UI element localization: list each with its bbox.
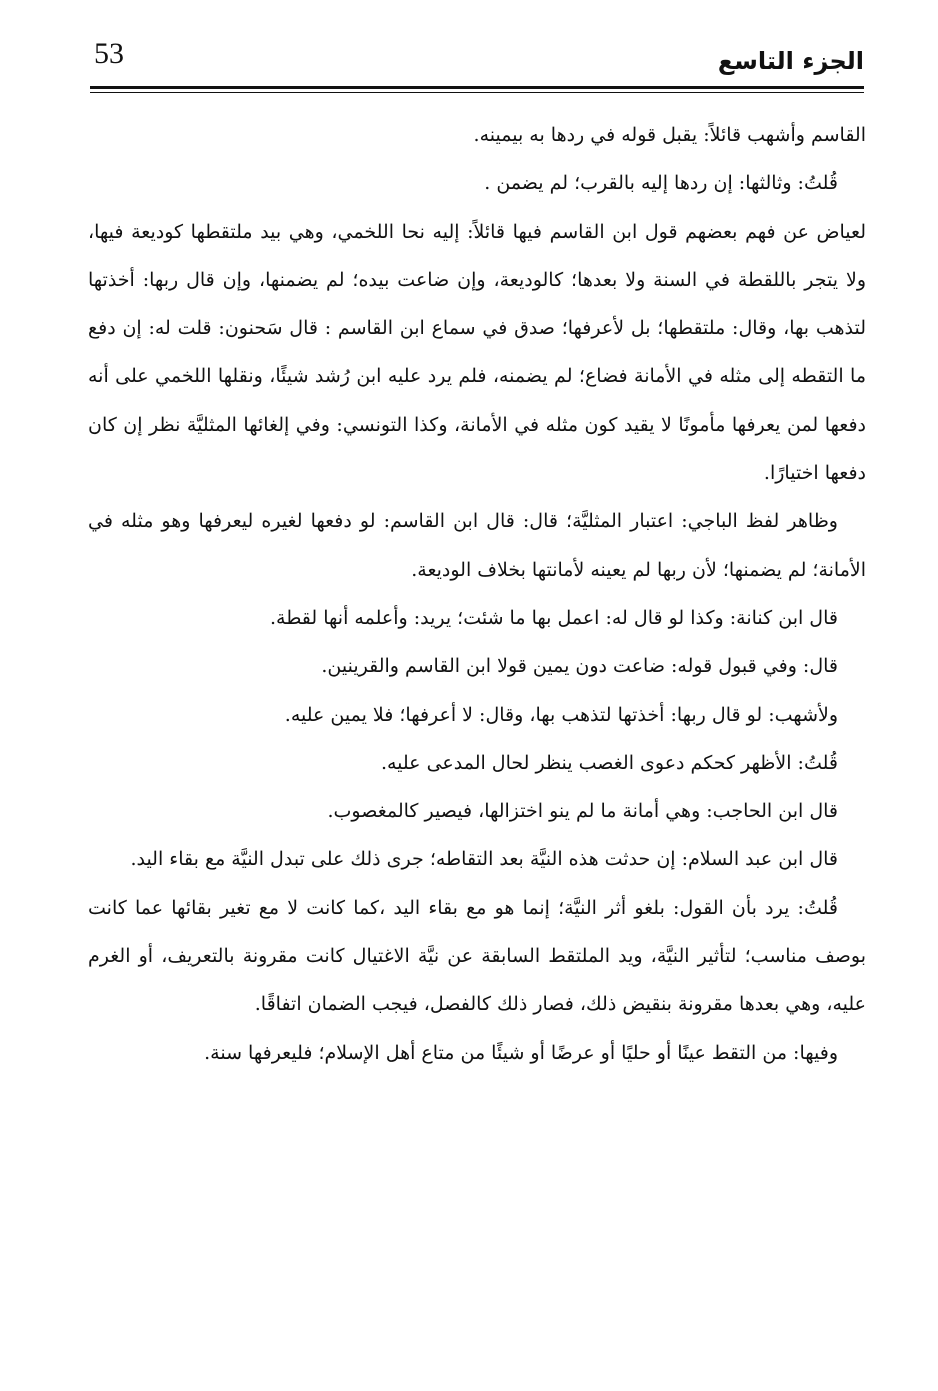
- paragraph: قُلتُ: الأظهر كحكم دعوى الغصب ينظر لحال المدعى عليه.: [380, 751, 838, 774]
- header-rule-thin: [90, 92, 864, 93]
- paragraph: قال ابن عبد السلام: إن حدثت هذه النيَّة بعد التقاطه؛ جرى ذلك على تبدل النيَّة مع بقاء اليد.: [130, 848, 838, 871]
- paragraph: وظاهر لفظ الباجي: اعتبار المثليَّة؛ قال: قال ابن القاسم: لو دفعها لغيره ليعرفها وهو مثله في الأمانة؛ لم يضمنها؛ لأن ربها لم يعينه لأمانتها بخلاف الوديعة.: [88, 510, 866, 581]
- paragraph: ولأشهب: لو قال ربها: أخذتها لتذهب بها، وقال: لا أعرفها؛ فلا يمين عليه.: [284, 703, 838, 726]
- paragraph: القاسم وأشهب قائلاً: يقبل قوله في ردها به بيمينه.: [473, 124, 866, 146]
- paragraph: لعياض عن فهم بعضهم قول ابن القاسم فيها قائلاً: إليه نحا اللخمي، وهي بيد ملتقطها كوديعة فيها، ولا يتجر باللقطة في السنة ولا بعدها؛ كالوديعة، وإن ضاعت بيده؛ لم يضمنها، وإن قال ربها: أخذتها لتذهب بها، وقال: ملتقطها؛ بل لأعرفها؛ صدق في سماع ابن القاسم : قال سَحنون: قلت له: إن دفع ما التقطه إلى مثله في الأمانة فضاع؛ لم يضمنه، فلم يرد عليه ابن رُشد شيئًا، ونقلها اللخمي على أنه دفعها لمن يعرفها مأمونًا لا يقيد كون مثله في الأمانة، وكذا التونسي: وفي إلغائها المثليَّة نظر إن كان دفعها اختيارًا.: [88, 220, 866, 485]
- paragraph: قال ابن كنانة: وكذا لو قال له: اعمل بها ما شئت؛ يريد: وأعلمه أنها لقطة.: [270, 606, 838, 629]
- paragraph: قُلتُ: وثالثها: إن ردها إليه بالقرب؛ لم يضمن .: [484, 172, 838, 195]
- paragraph: قال: وفي قبول قوله: ضاعت دون يمين قولا ابن القاسم والقرينين.: [321, 655, 838, 678]
- page-header: [90, 38, 864, 88]
- page-number: 53: [94, 37, 124, 70]
- running-title: الجزء التاسع: [717, 47, 864, 75]
- paragraph: وفيها: من التقط عينًا أو حليًا أو عرضًا أو شيئًا من متاع أهل الإسلام؛ فليعرفها سنة.: [204, 1041, 838, 1064]
- paragraph: قال ابن الحاجب: وهي أمانة ما لم ينو اختزالها، فيصير كالمغصوب.: [327, 800, 838, 823]
- paragraph: قُلتُ: يرد بأن القول: بلغو أثر النيَّة؛ إنما هو مع بقاء اليد ،كما كانت لا مع تغير بقائها عما كانت بوصف مناسب؛ لتأثير النيَّة، ويد الملتقط السابقة عن نيَّة الاغتيال كانت مقرونة بالتعريف، أو الغرم عليه، وهي بعدها مقرونة بنقيض ذلك، فصار ذلك كالفصل، فيجب الضمان اتفاقًا.: [88, 896, 866, 1016]
- body-text: [88, 111, 866, 1077]
- header-rule: [90, 86, 864, 89]
